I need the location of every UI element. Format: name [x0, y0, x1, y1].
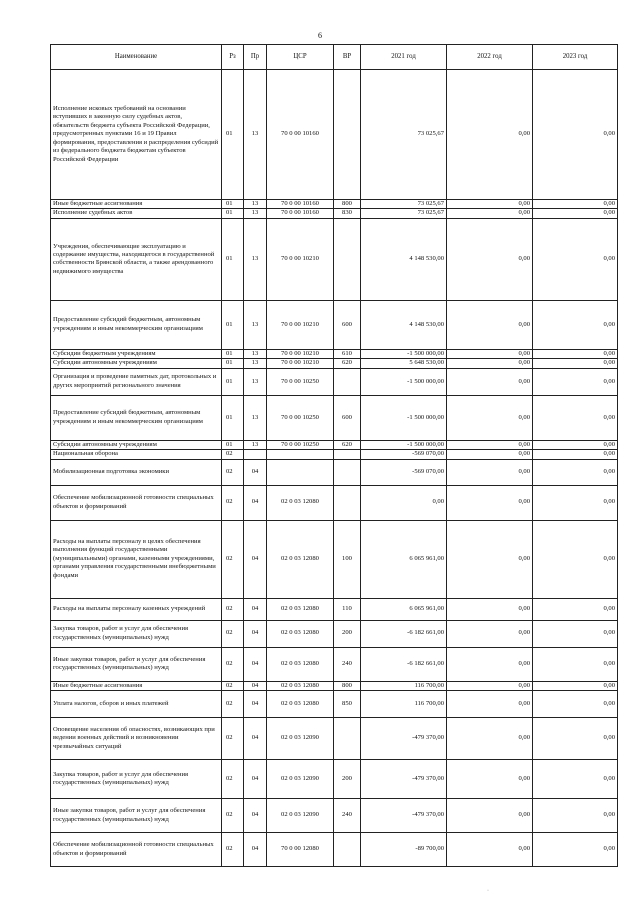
cell-2021: 73 025,67: [361, 209, 447, 218]
cell-2021: 73 025,67: [361, 70, 447, 200]
cell-pr: 04: [244, 681, 267, 690]
cell-2021: -1 500 000,00: [361, 395, 447, 440]
cell-pr: 04: [244, 520, 267, 598]
cell-vr: 200: [334, 760, 361, 799]
cell-2022: 0,00: [447, 368, 533, 395]
cell-name: Предоставление субсидий бюджетным, автономным учреждениям и иным некоммерческим организациям: [51, 300, 222, 349]
cell-2023: 0,00: [533, 218, 618, 300]
cell-name: Иные закупки товаров, работ и услуг для обеспечения государственных (муниципальных) нужд: [51, 647, 222, 681]
cell-2023: 0,00: [533, 620, 618, 647]
cell-name: Учреждения, обеспечивающие эксплуатацию и содержание имущества, находящегося в государственной собственности Брянской области, а также арендованного недвижимого имущества: [51, 218, 222, 300]
cell-2021: -479 370,00: [361, 718, 447, 760]
cell-rz: 02: [222, 647, 244, 681]
scan-mark: ·: [487, 888, 489, 894]
cell-rz: 02: [222, 760, 244, 799]
cell-name: Субсидии автономным учреждениям: [51, 440, 222, 449]
cell-rz: 02: [222, 681, 244, 690]
cell-2022: 0,00: [447, 359, 533, 368]
cell-2023: 0,00: [533, 209, 618, 218]
cell-name: Закупка товаров, работ и услуг для обеспечения государственных (муниципальных) нужд: [51, 760, 222, 799]
table-row: [51, 395, 618, 440]
table-header-row: [51, 45, 618, 70]
header-pr: Пр: [244, 45, 267, 70]
cell-csr: 70 0 00 10160: [267, 209, 334, 218]
cell-pr: 04: [244, 459, 267, 485]
cell-vr: [334, 218, 361, 300]
cell-csr: 02 0 03 12080: [267, 520, 334, 598]
table-row: [51, 450, 618, 459]
cell-2023: 0,00: [533, 485, 618, 520]
cell-csr: 02 0 03 12080: [267, 691, 334, 718]
cell-name: Субсидии бюджетным учреждениям: [51, 349, 222, 358]
cell-csr: 02 0 03 12080: [267, 681, 334, 690]
cell-2023: 0,00: [533, 349, 618, 358]
cell-2023: 0,00: [533, 718, 618, 760]
table-row: [51, 485, 618, 520]
table-row: [51, 799, 618, 833]
cell-name: Обеспечение мобилизационной готовности специальных объектов и формирований: [51, 485, 222, 520]
cell-2022: 0,00: [447, 218, 533, 300]
cell-csr: 02 0 03 12090: [267, 799, 334, 833]
cell-vr: 100: [334, 520, 361, 598]
cell-pr: 04: [244, 620, 267, 647]
cell-vr: 800: [334, 681, 361, 690]
cell-2023: 0,00: [533, 459, 618, 485]
cell-2023: 0,00: [533, 520, 618, 598]
header-2022: 2022 год: [447, 45, 533, 70]
cell-rz: 02: [222, 799, 244, 833]
cell-2023: 0,00: [533, 598, 618, 620]
table-row: [51, 368, 618, 395]
cell-vr: 110: [334, 598, 361, 620]
cell-name: Уплата налогов, сборов и иных платежей: [51, 691, 222, 718]
table-row: [51, 718, 618, 760]
cell-rz: 01: [222, 200, 244, 209]
header-csr: ЦСР: [267, 45, 334, 70]
table-row: [51, 209, 618, 218]
cell-2021: 6 065 961,00: [361, 520, 447, 598]
table-row: [51, 691, 618, 718]
cell-2023: 0,00: [533, 359, 618, 368]
cell-name: Иные бюджетные ассигнования: [51, 681, 222, 690]
table-row: [51, 520, 618, 598]
header-name: Наименование: [51, 45, 222, 70]
table-row: [51, 359, 618, 368]
cell-2022: 0,00: [447, 647, 533, 681]
cell-rz: 02: [222, 691, 244, 718]
table-row: [51, 647, 618, 681]
cell-2023: 0,00: [533, 200, 618, 209]
cell-csr: 70 0 00 10160: [267, 200, 334, 209]
cell-vr: [334, 718, 361, 760]
cell-pr: 13: [244, 395, 267, 440]
cell-rz: 01: [222, 368, 244, 395]
cell-vr: [334, 833, 361, 867]
cell-2023: 0,00: [533, 440, 618, 449]
cell-2022: 0,00: [447, 300, 533, 349]
budget-table: [50, 44, 618, 867]
cell-vr: 600: [334, 395, 361, 440]
cell-2022: 0,00: [447, 440, 533, 449]
cell-2021: 4 148 530,00: [361, 218, 447, 300]
cell-pr: 04: [244, 718, 267, 760]
cell-2022: 0,00: [447, 620, 533, 647]
cell-csr: [267, 450, 334, 459]
table-body: [51, 70, 618, 867]
cell-2023: 0,00: [533, 395, 618, 440]
cell-vr: 850: [334, 691, 361, 718]
cell-2023: 0,00: [533, 760, 618, 799]
cell-name: Мобилизационная подготовка экономики: [51, 459, 222, 485]
cell-2023: 0,00: [533, 647, 618, 681]
cell-rz: 02: [222, 718, 244, 760]
cell-pr: 04: [244, 485, 267, 520]
cell-rz: 01: [222, 209, 244, 218]
cell-pr: 13: [244, 70, 267, 200]
cell-vr: [334, 368, 361, 395]
cell-name: Предоставление субсидий бюджетным, автономным учреждениям и иным некоммерческим организациям: [51, 395, 222, 440]
cell-2021: -569 070,00: [361, 450, 447, 459]
cell-vr: 240: [334, 647, 361, 681]
cell-pr: 13: [244, 359, 267, 368]
cell-vr: 240: [334, 799, 361, 833]
cell-pr: 13: [244, 200, 267, 209]
cell-2021: 5 648 530,00: [361, 359, 447, 368]
cell-2022: 0,00: [447, 459, 533, 485]
header-rz: Рз: [222, 45, 244, 70]
cell-rz: 02: [222, 459, 244, 485]
cell-rz: 01: [222, 218, 244, 300]
cell-csr: 02 0 03 12090: [267, 718, 334, 760]
cell-rz: 01: [222, 70, 244, 200]
cell-rz: 01: [222, 349, 244, 358]
cell-csr: 70 0 00 10210: [267, 359, 334, 368]
cell-2022: 0,00: [447, 691, 533, 718]
cell-2022: 0,00: [447, 209, 533, 218]
table-row: [51, 598, 618, 620]
cell-rz: 02: [222, 485, 244, 520]
header-2021: 2021 год: [361, 45, 447, 70]
table-row: [51, 349, 618, 358]
cell-2021: 4 148 530,00: [361, 300, 447, 349]
cell-rz: 02: [222, 833, 244, 867]
cell-2021: -89 700,00: [361, 833, 447, 867]
cell-csr: 70 0 00 10210: [267, 349, 334, 358]
table-row: [51, 200, 618, 209]
cell-2023: 0,00: [533, 833, 618, 867]
cell-name: Закупка товаров, работ и услуг для обеспечения государственных (муниципальных) нужд: [51, 620, 222, 647]
cell-2021: -6 182 661,00: [361, 647, 447, 681]
cell-name: Расходы на выплаты персоналу казенных учреждений: [51, 598, 222, 620]
cell-name: Обеспечение мобилизационной готовности специальных объектов и формирований: [51, 833, 222, 867]
cell-vr: 620: [334, 440, 361, 449]
table-row: [51, 300, 618, 349]
cell-2021: -6 182 661,00: [361, 620, 447, 647]
cell-2022: 0,00: [447, 718, 533, 760]
cell-vr: [334, 459, 361, 485]
cell-pr: 04: [244, 799, 267, 833]
cell-2022: 0,00: [447, 485, 533, 520]
cell-2023: 0,00: [533, 300, 618, 349]
cell-rz: 01: [222, 440, 244, 449]
page-number: 6: [318, 31, 322, 40]
cell-2023: 0,00: [533, 450, 618, 459]
cell-csr: 70 0 00 10210: [267, 300, 334, 349]
cell-pr: 13: [244, 440, 267, 449]
cell-pr: 13: [244, 209, 267, 218]
cell-2022: 0,00: [447, 200, 533, 209]
cell-2022: 0,00: [447, 70, 533, 200]
cell-csr: 70 0 00 10250: [267, 440, 334, 449]
cell-name: Оповещение населения об опасностях, возникающих при ведении военных действий и возникновении чрезвычайных ситуаций: [51, 718, 222, 760]
cell-rz: 01: [222, 395, 244, 440]
cell-csr: [267, 459, 334, 485]
cell-2023: 0,00: [533, 691, 618, 718]
cell-csr: 02 0 03 12080: [267, 647, 334, 681]
cell-2021: -479 370,00: [361, 799, 447, 833]
cell-pr: [244, 450, 267, 459]
cell-2023: 0,00: [533, 368, 618, 395]
cell-2021: -1 500 000,00: [361, 440, 447, 449]
cell-pr: 04: [244, 598, 267, 620]
cell-csr: 70 0 00 10250: [267, 395, 334, 440]
cell-2021: -569 070,00: [361, 459, 447, 485]
table-row: [51, 620, 618, 647]
cell-pr: 13: [244, 300, 267, 349]
cell-name: Исполнение судебных актов: [51, 209, 222, 218]
table-row: [51, 833, 618, 867]
cell-2021: -1 500 000,00: [361, 368, 447, 395]
cell-2022: 0,00: [447, 598, 533, 620]
cell-vr: 620: [334, 359, 361, 368]
cell-vr: [334, 485, 361, 520]
cell-2023: 0,00: [533, 799, 618, 833]
cell-2022: 0,00: [447, 799, 533, 833]
cell-name: Национальная оборона: [51, 450, 222, 459]
cell-rz: 02: [222, 450, 244, 459]
cell-name: Иные закупки товаров, работ и услуг для обеспечения государственных (муниципальных) нужд: [51, 799, 222, 833]
cell-vr: 600: [334, 300, 361, 349]
cell-csr: 02 0 03 12080: [267, 598, 334, 620]
cell-2022: 0,00: [447, 395, 533, 440]
cell-pr: 04: [244, 647, 267, 681]
cell-pr: 04: [244, 760, 267, 799]
cell-name: Организация и проведение памятных дат, протокольных и других мероприятий регионального значения: [51, 368, 222, 395]
cell-2021: 0,00: [361, 485, 447, 520]
cell-pr: 04: [244, 691, 267, 718]
cell-csr: 70 0 00 10210: [267, 218, 334, 300]
table-row: [51, 681, 618, 690]
cell-2023: 0,00: [533, 70, 618, 200]
cell-rz: 01: [222, 300, 244, 349]
cell-name: Субсидии автономным учреждениям: [51, 359, 222, 368]
cell-2021: -1 500 000,00: [361, 349, 447, 358]
cell-2022: 0,00: [447, 349, 533, 358]
cell-name: Иные бюджетные ассигнования: [51, 200, 222, 209]
cell-vr: 610: [334, 349, 361, 358]
cell-vr: [334, 70, 361, 200]
cell-2022: 0,00: [447, 450, 533, 459]
header-2023: 2023 год: [533, 45, 618, 70]
cell-rz: 02: [222, 520, 244, 598]
cell-2021: 116 700,00: [361, 681, 447, 690]
table-row: [51, 459, 618, 485]
cell-csr: 02 0 03 12090: [267, 760, 334, 799]
header-vr: ВР: [334, 45, 361, 70]
cell-2022: 0,00: [447, 520, 533, 598]
table-row: [51, 70, 618, 200]
table-row: [51, 760, 618, 799]
cell-name: Исполнение исковых требований на основании вступивших в законную силу судебных актов, обязательств бюджета субъекта Российской Федерации, предусмотренных пунктами 16 и 19 Правил формирования, предоставления и распределения субсидий из федерального бюджета бюджетам субъектов Российской Федерации: [51, 70, 222, 200]
table-row: [51, 218, 618, 300]
cell-vr: [334, 450, 361, 459]
table-row: [51, 440, 618, 449]
cell-csr: 02 0 03 12080: [267, 620, 334, 647]
cell-rz: 01: [222, 359, 244, 368]
cell-rz: 02: [222, 598, 244, 620]
cell-2021: 73 025,67: [361, 200, 447, 209]
cell-pr: 13: [244, 218, 267, 300]
cell-pr: 13: [244, 368, 267, 395]
cell-vr: 830: [334, 209, 361, 218]
cell-pr: 04: [244, 833, 267, 867]
cell-vr: 200: [334, 620, 361, 647]
cell-csr: 02 0 03 12080: [267, 485, 334, 520]
cell-2021: 116 700,00: [361, 691, 447, 718]
cell-csr: 70 0 00 10160: [267, 70, 334, 200]
cell-vr: 800: [334, 200, 361, 209]
cell-2021: -479 370,00: [361, 760, 447, 799]
cell-pr: 13: [244, 349, 267, 358]
cell-2021: 6 065 961,00: [361, 598, 447, 620]
cell-2023: 0,00: [533, 681, 618, 690]
cell-csr: 70 0 00 12080: [267, 833, 334, 867]
cell-rz: 02: [222, 620, 244, 647]
cell-2022: 0,00: [447, 681, 533, 690]
cell-csr: 70 0 00 10250: [267, 368, 334, 395]
cell-2022: 0,00: [447, 833, 533, 867]
cell-2022: 0,00: [447, 760, 533, 799]
cell-name: Расходы на выплаты персоналу в целях обеспечения выполнения функций государственными (муниципальными) органами, казенными учреждениями, органами управления государственными внебюджетными фондами: [51, 520, 222, 598]
